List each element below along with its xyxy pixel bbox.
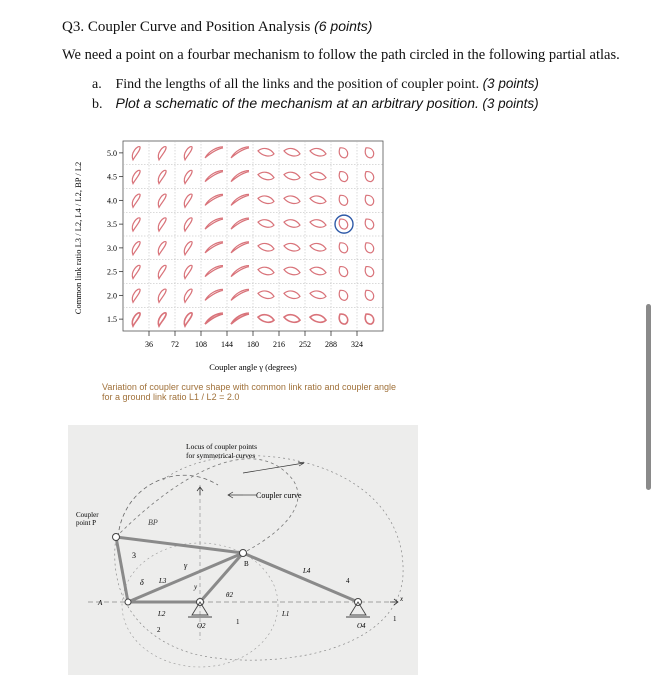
- label-3: 3: [132, 551, 136, 560]
- atlas-coupler-curve-thumbnail: [231, 242, 249, 253]
- atlas-coupler-curve-thumbnail: [205, 171, 223, 182]
- question-prompt: We need a point on a fourbar mechanism to follow the path circled in the following partial atlas.: [62, 47, 620, 63]
- atlas-x-tick-label: 72: [171, 340, 179, 349]
- label-o2: O2: [197, 622, 206, 630]
- item-a-marker: a.: [92, 77, 102, 92]
- atlas-coupler-curve-thumbnail: [258, 267, 274, 275]
- atlas-x-tick-label: 144: [221, 340, 233, 349]
- atlas-coupler-curve-thumbnail: [258, 196, 274, 204]
- atlas-coupler-curve-thumbnail: [310, 220, 326, 228]
- atlas-coupler-curve-thumbnail: [339, 290, 347, 300]
- atlas-coupler-curve-thumbnail: [365, 243, 373, 253]
- atlas-coupler-curve-thumbnail: [365, 290, 373, 300]
- atlas-coupler-curve-thumbnail: [365, 195, 373, 205]
- atlas-coupler-curve-thumbnail: [284, 315, 300, 323]
- coupler-curve-label: Coupler curve: [256, 491, 302, 500]
- label-o4: O4: [357, 622, 366, 630]
- atlas-coupler-curve-thumbnail: [310, 291, 326, 299]
- atlas-y-tick-label: 2.5: [107, 267, 117, 277]
- coupler-point-label-line1: Coupler: [76, 511, 99, 519]
- atlas-coupler-curve-thumbnail: [258, 243, 274, 251]
- atlas-y-tick-label: 5.0: [107, 148, 117, 158]
- atlas-y-tick-label: 4.5: [107, 172, 117, 182]
- label-2: 2: [157, 626, 161, 634]
- atlas-coupler-curve-thumbnail: [258, 315, 274, 323]
- atlas-coupler-curve-thumbnail: [158, 265, 166, 278]
- atlas-coupler-curve-thumbnail: [365, 148, 373, 158]
- atlas-curves: [132, 147, 373, 327]
- atlas-coupler-curve-thumbnail: [231, 194, 249, 205]
- atlas-coupler-curve-thumbnail: [205, 266, 223, 277]
- atlas-coupler-curve-thumbnail: [339, 148, 347, 158]
- atlas-coupler-curve-thumbnail: [205, 147, 223, 158]
- atlas-coupler-curve-thumbnail: [310, 267, 326, 275]
- atlas-coupler-curve-thumbnail: [284, 172, 300, 180]
- atlas-coupler-curve-thumbnail: [339, 219, 347, 229]
- atlas-coupler-curve-thumbnail: [310, 243, 326, 251]
- atlas-coupler-curve-thumbnail: [310, 315, 326, 323]
- atlas-coupler-curve-thumbnail: [132, 194, 140, 207]
- atlas-x-tick-label: 36: [145, 340, 153, 349]
- atlas-y-axis-label: Common link ratio L3 / L2, L4 / L2, BP / L2: [73, 161, 83, 315]
- atlas-coupler-curve-thumbnail: [284, 220, 300, 228]
- label-l3: L3: [159, 577, 167, 585]
- atlas-coupler-curve-thumbnail: [205, 218, 223, 229]
- atlas-x-tick-label: 288: [325, 340, 337, 349]
- label-l1: L1: [282, 610, 290, 618]
- atlas-coupler-curve-thumbnail: [258, 148, 274, 156]
- label-4: 4: [346, 577, 350, 585]
- label-theta2: θ2: [226, 591, 233, 599]
- label-l2: L2: [158, 610, 166, 618]
- item-a-points: (3 points): [482, 76, 539, 91]
- atlas-grid: [123, 141, 383, 331]
- atlas-coupler-curve-thumbnail: [205, 289, 223, 300]
- atlas-coupler-curve-thumbnail: [184, 170, 192, 183]
- bp-label: BP: [148, 518, 158, 527]
- atlas-coupler-curve-thumbnail: [132, 313, 140, 326]
- atlas-coupler-curve-thumbnail: [158, 313, 166, 326]
- atlas-coupler-curve-thumbnail: [339, 314, 347, 324]
- atlas-coupler-curve-thumbnail: [231, 218, 249, 229]
- atlas-coupler-curve-thumbnail: [158, 218, 166, 231]
- joint-b: [240, 550, 247, 557]
- atlas-coupler-curve-thumbnail: [231, 147, 249, 158]
- question-item-a: [92, 76, 539, 93]
- atlas-y-tick-label: 2.0: [107, 291, 117, 301]
- atlas-coupler-curve-thumbnail: [284, 243, 300, 251]
- atlas-x-tick-label: 252: [299, 340, 311, 349]
- atlas-y-tick-label: 3.0: [107, 243, 117, 253]
- label-a: A: [98, 599, 103, 607]
- question-title-text: Q3. Coupler Curve and Position Analysis: [62, 19, 311, 35]
- item-a-text: Find the lengths of all the links and the position of coupler point.: [115, 77, 480, 92]
- item-b-marker: b.: [92, 97, 103, 112]
- atlas-caption: [102, 382, 396, 402]
- atlas-x-axis-label: Coupler angle γ (degrees): [209, 362, 297, 372]
- atlas-coupler-curve-thumbnail: [158, 194, 166, 207]
- atlas-caption-line1: Variation of coupler curve shape with common link ratio and coupler angle: [102, 382, 396, 392]
- atlas-coupler-curve-thumbnail: [284, 196, 300, 204]
- label-1-left: 1: [236, 618, 240, 626]
- atlas-coupler-curve-thumbnail: [310, 148, 326, 156]
- atlas-coupler-curve-thumbnail: [231, 313, 249, 324]
- atlas-coupler-curve-thumbnail: [365, 267, 373, 277]
- question-title: [62, 18, 372, 36]
- atlas-coupler-curve-thumbnail: [184, 218, 192, 231]
- atlas-coupler-curve-thumbnail: [184, 147, 192, 160]
- atlas-coupler-curve-thumbnail: [231, 171, 249, 182]
- atlas-coupler-curve-thumbnail: [258, 291, 274, 299]
- atlas-coupler-curve-thumbnail: [339, 172, 347, 182]
- item-b-text: Plot a schematic of the mechanism at an arbitrary position.: [115, 95, 479, 111]
- fourbar-mechanism-figure: [68, 425, 418, 675]
- joint-p: [113, 534, 120, 541]
- atlas-coupler-curve-thumbnail: [284, 148, 300, 156]
- label-gamma: γ: [184, 561, 188, 570]
- atlas-x-tick-label: 216: [273, 340, 285, 349]
- atlas-coupler-curve-thumbnail: [205, 194, 223, 205]
- coupler-curve-atlas: [68, 135, 398, 415]
- label-y: y: [194, 583, 198, 591]
- atlas-coupler-curve-thumbnail: [339, 243, 347, 253]
- atlas-coupler-curve-thumbnail: [231, 289, 249, 300]
- atlas-coupler-curve-thumbnail: [258, 220, 274, 228]
- atlas-x-tick-label: 324: [351, 340, 363, 349]
- atlas-coupler-curve-thumbnail: [231, 266, 249, 277]
- joint-a: [125, 599, 131, 605]
- locus-label-line2: for symmetrical curves: [186, 451, 256, 460]
- atlas-coupler-curve-thumbnail: [339, 267, 347, 277]
- atlas-coupler-curve-thumbnail: [258, 172, 274, 180]
- atlas-caption-line2: for a ground link ratio L1 / L2 = 2.0: [102, 392, 240, 402]
- atlas-y-tick-label: 4.0: [107, 196, 117, 206]
- question-item-b: [92, 95, 539, 113]
- atlas-coupler-curve-thumbnail: [365, 314, 373, 324]
- atlas-coupler-curve-thumbnail: [132, 170, 140, 183]
- atlas-coupler-curve-thumbnail: [132, 242, 140, 255]
- coupler-point-label-line2: point P: [76, 519, 97, 527]
- atlas-coupler-curve-thumbnail: [158, 289, 166, 302]
- atlas-coupler-curve-thumbnail: [205, 242, 223, 253]
- atlas-coupler-curve-thumbnail: [284, 291, 300, 299]
- atlas-y-tick-label: 3.5: [107, 220, 117, 230]
- question-points: (6 points): [314, 18, 373, 34]
- atlas-coupler-curve-thumbnail: [158, 170, 166, 183]
- label-b: B: [244, 560, 249, 568]
- atlas-coupler-curve-thumbnail: [184, 194, 192, 207]
- atlas-coupler-curve-thumbnail: [284, 267, 300, 275]
- label-1-right: 1: [393, 615, 397, 623]
- atlas-coupler-curve-thumbnail: [339, 195, 347, 205]
- locus-label-line1: Locus of coupler points: [186, 442, 258, 451]
- label-x: x: [400, 595, 404, 603]
- atlas-coupler-curve-thumbnail: [158, 147, 166, 160]
- atlas-coupler-curve-thumbnail: [184, 265, 192, 278]
- atlas-coupler-curve-thumbnail: [365, 219, 373, 229]
- atlas-coupler-curve-thumbnail: [132, 147, 140, 160]
- atlas-coupler-curve-thumbnail: [184, 313, 192, 326]
- label-delta: δ: [140, 578, 144, 587]
- atlas-y-ticks: [107, 149, 123, 324]
- item-b-points: (3 points): [482, 96, 539, 111]
- atlas-coupler-curve-thumbnail: [205, 313, 223, 324]
- atlas-coupler-curve-thumbnail: [132, 265, 140, 278]
- atlas-x-tick-label: 180: [247, 340, 259, 349]
- atlas-coupler-curve-thumbnail: [132, 218, 140, 231]
- atlas-coupler-curve-thumbnail: [310, 196, 326, 204]
- atlas-y-tick-label: 1.5: [107, 315, 117, 325]
- circled-curve-marker: [335, 215, 353, 233]
- label-l4: L4: [303, 567, 311, 575]
- atlas-x-ticks: [145, 331, 363, 349]
- atlas-coupler-curve-thumbnail: [310, 172, 326, 180]
- atlas-coupler-curve-thumbnail: [158, 242, 166, 255]
- page-scrollbar[interactable]: [646, 304, 651, 490]
- atlas-coupler-curve-thumbnail: [365, 172, 373, 182]
- atlas-coupler-curve-thumbnail: [132, 289, 140, 302]
- atlas-coupler-curve-thumbnail: [184, 289, 192, 302]
- atlas-x-tick-label: 108: [195, 340, 207, 349]
- atlas-coupler-curve-thumbnail: [184, 242, 192, 255]
